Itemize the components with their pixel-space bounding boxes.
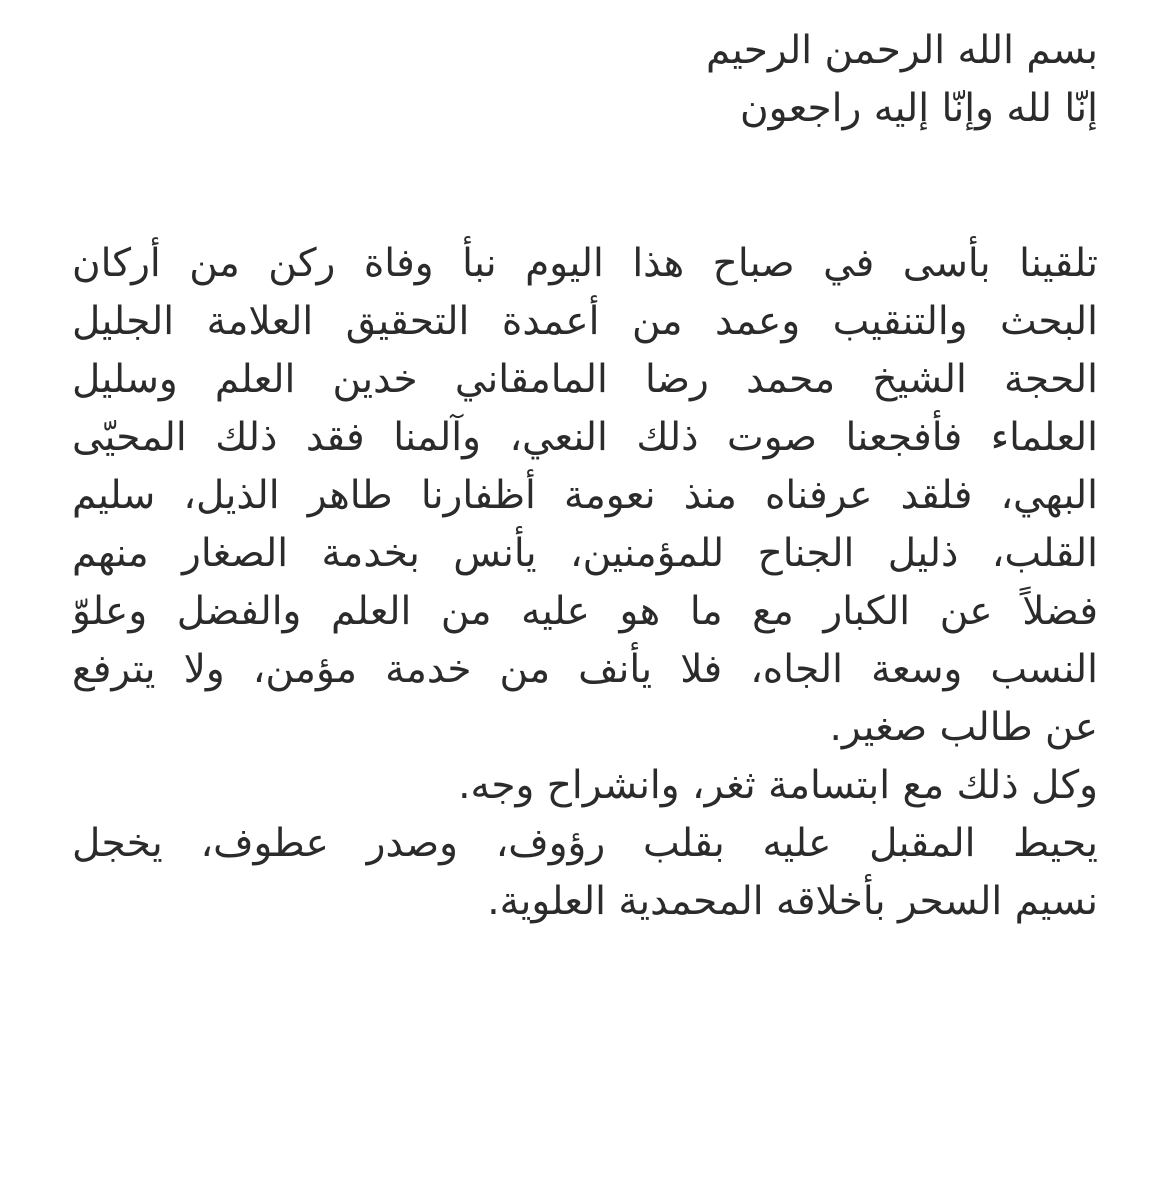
paragraph-gap bbox=[72, 138, 1098, 235]
paragraph-line: النسب وسعة الجاه، فلا يأنف من خدمة مؤمن، ولا يترفع bbox=[72, 647, 1098, 692]
sentence-line: نسيم السحر بأخلاقه المحمدية العلوية. bbox=[487, 879, 1098, 924]
paragraph-line: العلماء فأفجعنا صوت ذلك النعي، وآلمنا فقد ذلك المحيّى bbox=[72, 415, 1098, 460]
paragraph-line: البهي، فلقد عرفناه منذ نعومة أظفارنا طاهر الذيل، سليم bbox=[72, 473, 1098, 518]
sentence-line: وكل ذلك مع ابتسامة ثغر، وانشراح وجه. bbox=[458, 763, 1098, 808]
paragraph-line: البحث والتنقيب وعمد من أعمدة التحقيق العلامة الجليل bbox=[72, 299, 1098, 344]
paragraph-line: الحجة الشيخ محمد رضا المامقاني خدين العلم وسليل bbox=[72, 357, 1098, 402]
paragraph-line: فضلاً عن الكبار مع ما هو عليه من العلم والفضل وعلوّ bbox=[72, 589, 1098, 634]
paragraph-line: القلب، ذليل الجناح للمؤمنين، يأنس بخدمة الصغار منهم bbox=[72, 531, 1098, 576]
sentence-line: يحيط المقبل عليه بقلب رؤوف، وصدر عطوف، يخجل bbox=[72, 821, 1098, 866]
obituary-text bbox=[72, 22, 1098, 931]
basmala-line: بسم الله الرحمن الرحيم bbox=[706, 28, 1098, 73]
paragraph-line: تلقينا بأسى في صباح هذا اليوم نبأ وفاة ركن من أركان bbox=[72, 241, 1098, 286]
istirja-line: إنّا لله وإنّا إليه راجعون bbox=[739, 86, 1098, 131]
paragraph-line: عن طالب صغير. bbox=[829, 705, 1098, 750]
